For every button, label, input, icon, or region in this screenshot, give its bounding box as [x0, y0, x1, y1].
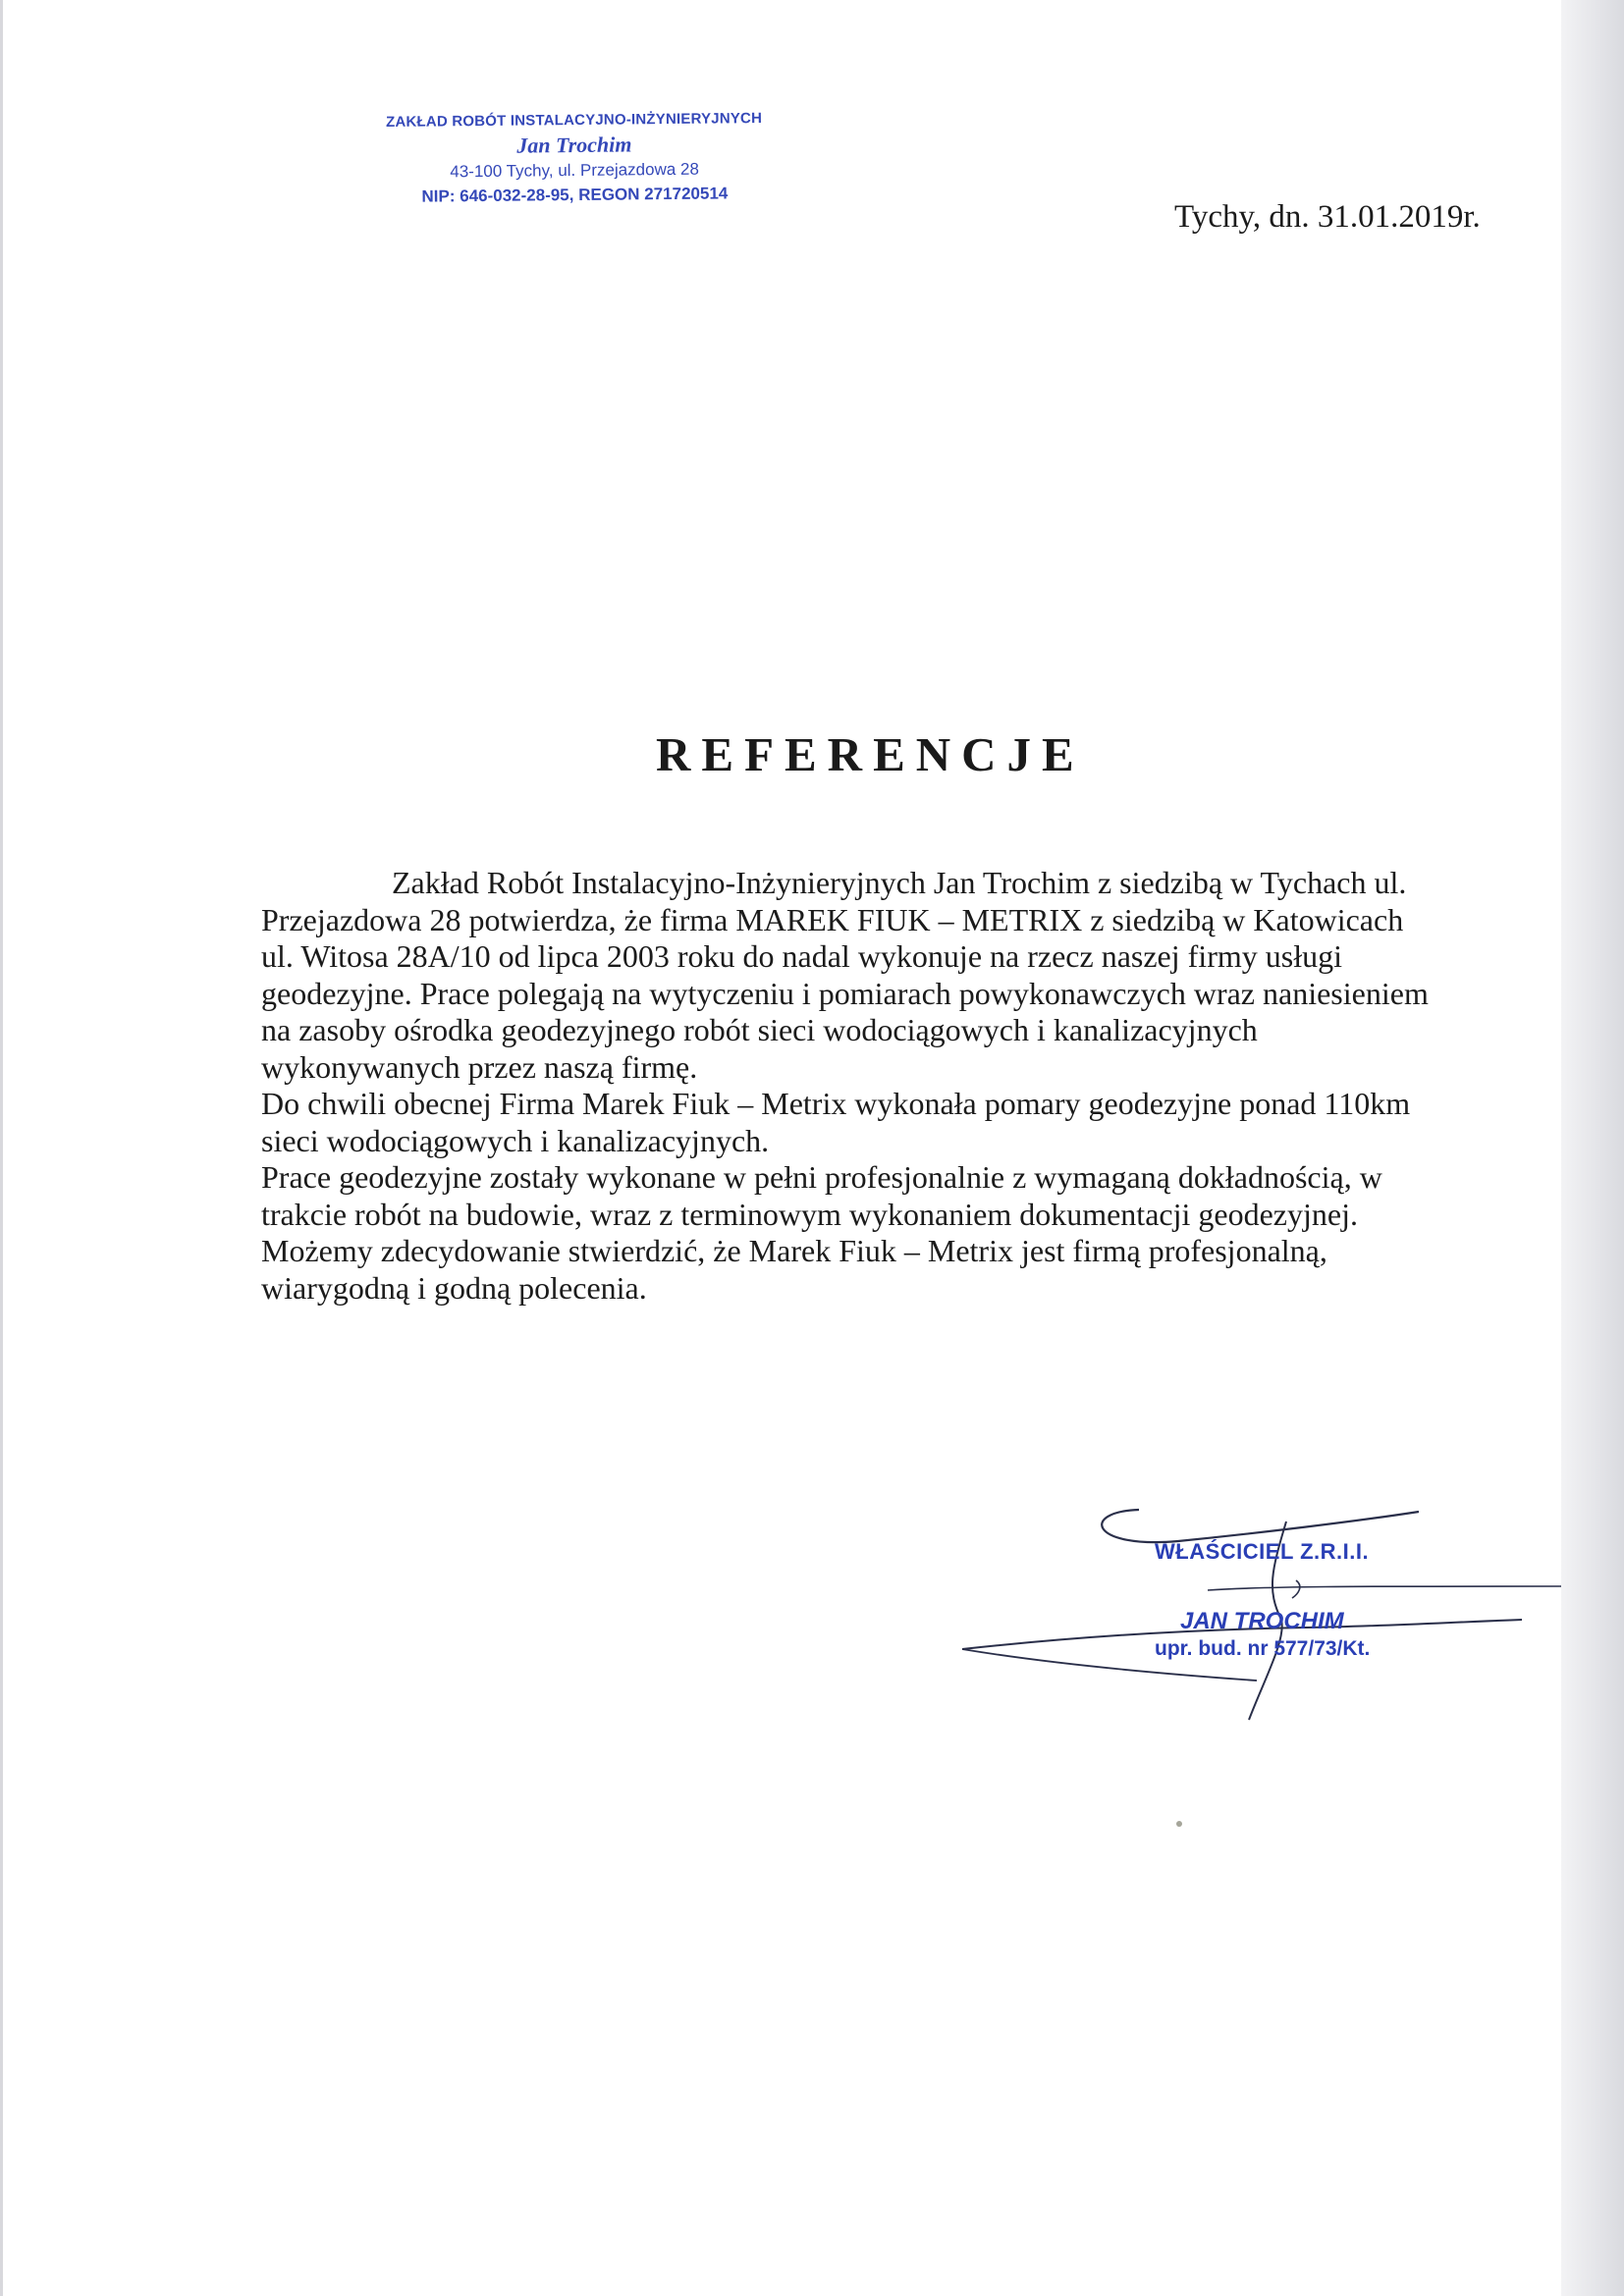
body-line: Prace geodezyjne zostały wykonane w pełni profesjonalnie z wymaganą dokładnością, w	[261, 1159, 1382, 1195]
document-date: Tychy, dn. 31.01.2019r.	[1174, 199, 1481, 235]
signature-stamp-license: upr. bud. nr 577/73/Kt.	[1155, 1637, 1371, 1660]
stamp-address: 43-100 Tychy, ul. Przejazdowa 28	[450, 159, 699, 182]
signature-stamp-name: JAN TROCHIM	[1180, 1608, 1344, 1634]
body-line: geodezyjne. Prace polegają na wytyczeniu i pomiarach powykonawczych wraz naniesieniem	[261, 975, 1429, 1011]
body-line: trakcie robót na budowie, wraz z terminowym wykonaniem dokumentacji geodezyjnej.	[261, 1196, 1358, 1232]
scan-right-shadow	[1561, 0, 1624, 2296]
scan-speck	[1176, 1821, 1182, 1827]
scan-left-edge	[0, 0, 3, 2296]
signature-stamp-owner: WŁAŚCICIEL Z.R.I.I.	[1155, 1539, 1370, 1564]
body-line: ul. Witosa 28A/10 od lipca 2003 roku do nadal wykonuje na rzecz naszej firmy usługi	[261, 938, 1342, 974]
body-line: Przejazdowa 28 potwierdza, że firma MAREK FIUK – METRIX z siedzibą w Katowicach	[261, 901, 1404, 937]
body-line: sieci wodociągowych i kanalizacyjnych.	[261, 1122, 770, 1158]
signature-stroke	[1102, 1510, 1419, 1542]
body-line: wiarygodną i godną polecenia.	[261, 1269, 647, 1306]
signature-block	[933, 1492, 1561, 1747]
body-line: wykonywanych przez naszą firmę.	[261, 1048, 698, 1085]
body-line: Możemy zdecydowanie stwierdzić, że Marek Fiuk – Metrix jest firmą profesjonalną,	[261, 1233, 1327, 1268]
body-line: Do chwili obecnej Firma Marek Fiuk – Metrix wykonała pomary geodezyjne ponad 110km	[261, 1086, 1411, 1121]
stamp-tax-ids: NIP: 646-032-28-95, REGON 271720514	[421, 184, 729, 206]
body-line: na zasoby ośrodka geodezyjnego robót sieci wodociągowych i kanalizacyjnych	[261, 1012, 1258, 1047]
stamp-owner-name: Jan Trochim	[516, 132, 632, 158]
signature-stroke	[1292, 1580, 1300, 1598]
body-line: Zakład Robót Instalacyjno-Inżynieryjnych Jan Trochim z siedzibą w Tychach ul.	[392, 865, 1407, 900]
signature-stroke	[1208, 1586, 1561, 1590]
company-stamp	[362, 108, 785, 209]
document-title: REFERENCJE	[656, 727, 1085, 781]
stamp-company-name: ZAKŁAD ROBÓT INSTALACYJNO-INŻYNIERYJNYCH	[385, 109, 763, 132]
letter-body	[261, 865, 1498, 1307]
